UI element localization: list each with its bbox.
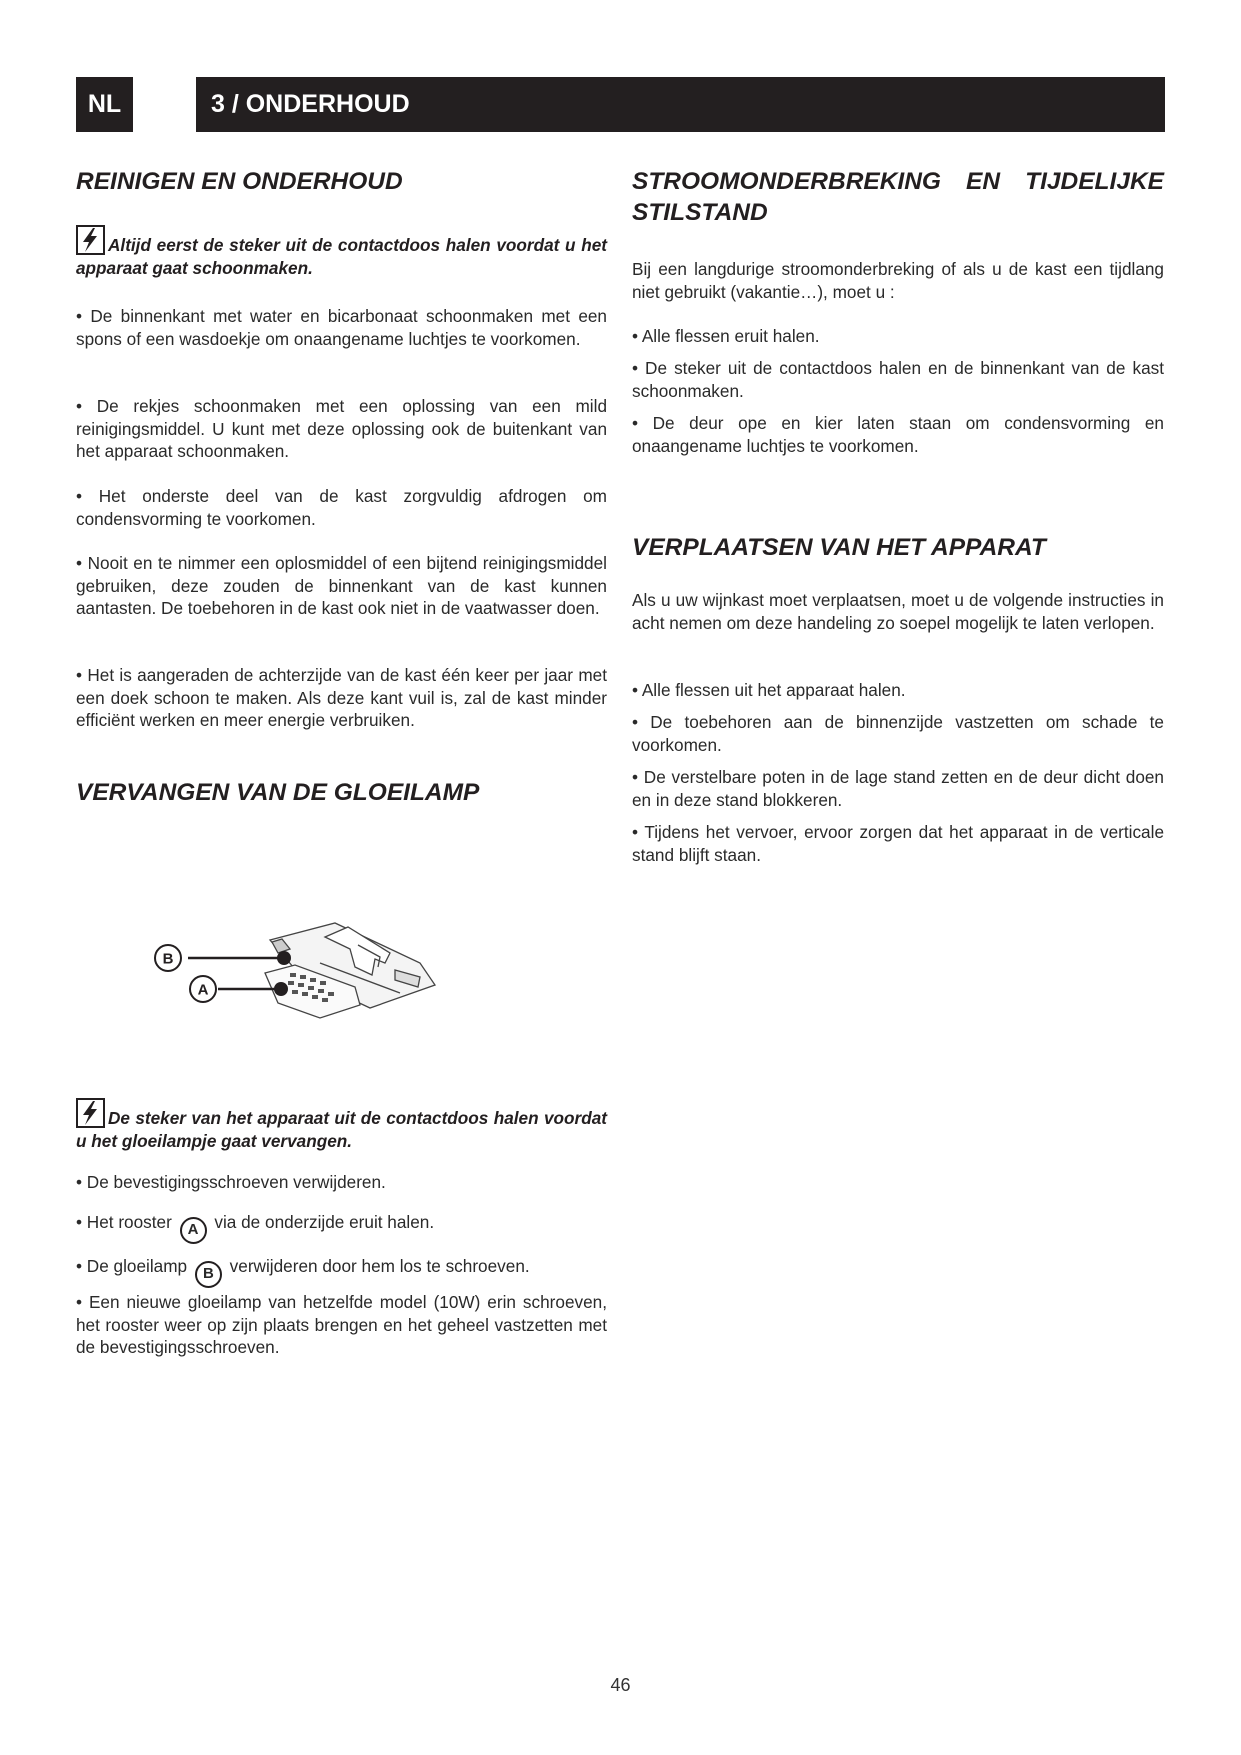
- language-badge: NL: [76, 77, 133, 132]
- cleaning-item-5: • Het is aangeraden de achterzijde van de kast één keer per jaar met een doek schoon te maken. Als deze kant vuil is, zal de kast minder efficiënt werken en meer energie verbruiken.: [76, 665, 607, 730]
- cleaning-item-1: • De binnenkant met water en bicarbonaat schoonmaken met een spons of een wasdoekje om onaangename luchtjes te voorkomen.: [76, 306, 607, 349]
- step-text: • De gloeilamp: [76, 1256, 188, 1276]
- label-b: B: [162, 950, 174, 968]
- step-text: • Het rooster: [76, 1212, 172, 1232]
- label-a: A: [197, 981, 209, 999]
- cleaning-item-4: • Nooit en te nimmer een oplosmiddel of een bijtend reinigingsmiddel gebruiken, deze zouden de binnenkant van de kast kunnen aantasten. De toebehoren in de kast ook niet in de vaatwasser doen.: [76, 553, 607, 618]
- warning-text: De steker van het apparaat uit de contactdoos halen voordat u het gloeilampje gaat vervangen.: [76, 1108, 607, 1151]
- marker-b: B: [195, 1261, 222, 1288]
- moving-item-1: • Alle flessen uit het apparaat halen.: [632, 680, 906, 700]
- electric-hazard-icon: [76, 1098, 105, 1128]
- electric-hazard-icon: [76, 225, 105, 255]
- lamp-step-4: • Een nieuwe gloeilamp van hetzelfde model (10W) erin schroeven, het rooster weer op zijn plaats brengen en het geheel vastzetten met de bevestigingsschroeven.: [76, 1292, 607, 1357]
- outage-item-2: • De steker uit de contactdoos halen en de binnenkant van de kast schoonmaken.: [632, 358, 1164, 401]
- lamp-step-2: [76, 1211, 607, 1244]
- lamp-step-1: • De bevestigingsschroeven verwijderen.: [76, 1172, 386, 1192]
- lamp-step-3: [76, 1255, 607, 1288]
- outage-item-3: • De deur ope en kier laten staan om condensvorming en onaangename luchtjes te voorkomen.: [632, 413, 1164, 456]
- step-text: verwijderen door hem los te schroeven.: [229, 1256, 530, 1276]
- callout-dot-a: [274, 982, 288, 996]
- outage-intro: Bij een langdurige stroomonderbreking of als u de kast een tijdlang niet gebruikt (vakantie…), moet u :: [632, 259, 1164, 302]
- lamp-housing-drawing: [265, 923, 435, 1018]
- marker-a: A: [180, 1217, 207, 1244]
- step-text: via de onderzijde eruit halen.: [214, 1212, 435, 1232]
- heading-cleaning: REINIGEN EN ONDERHOUD: [76, 168, 403, 195]
- moving-item-2: • De toebehoren aan de binnenzijde vastzetten om schade te voorkomen.: [632, 712, 1164, 755]
- moving-intro: Als u uw wijnkast moet verplaatsen, moet u de volgende instructies in acht nemen om deze handeling zo soepel mogelijk te laten verlopen.: [632, 590, 1164, 633]
- callout-dot-b: [277, 951, 291, 965]
- heading-lamp-replacement: VERVANGEN VAN DE GLOEILAMP: [76, 779, 480, 806]
- heading-moving: VERPLAATSEN VAN HET APPARAT: [632, 534, 1046, 561]
- outage-item-1: • Alle flessen eruit halen.: [632, 326, 820, 346]
- cleaning-item-3: • Het onderste deel van de kast zorgvuldig afdrogen om condensvorming te voorkomen.: [76, 486, 607, 529]
- lamp-diagram: [150, 915, 450, 1025]
- moving-item-3: • De verstelbare poten in de lage stand zetten en de deur dicht doen en in deze stand blokkeren.: [632, 767, 1164, 810]
- warning-unplug-lamp: [76, 1098, 607, 1152]
- heading-power-outage: STROOMONDERBREKING EN TIJDELIJKE STILSTAND: [632, 168, 1164, 226]
- cleaning-item-2: • De rekjes schoonmaken met een oplossing van een mild reinigingsmiddel. U kunt met deze oplossing ook de buitenkant van het apparaat schoonmaken.: [76, 396, 607, 461]
- moving-item-4: • Tijdens het vervoer, ervoor zorgen dat het apparaat in de verticale stand blijft staan.: [632, 822, 1164, 865]
- warning-unplug-cleaning: [76, 225, 607, 279]
- warning-text: Altijd eerst de steker uit de contactdoos halen voordat u het apparaat gaat schoonmaken.: [76, 235, 607, 278]
- chapter-title: 3 / ONDERHOUD: [196, 77, 1165, 132]
- page-number: 46: [610, 1675, 631, 1695]
